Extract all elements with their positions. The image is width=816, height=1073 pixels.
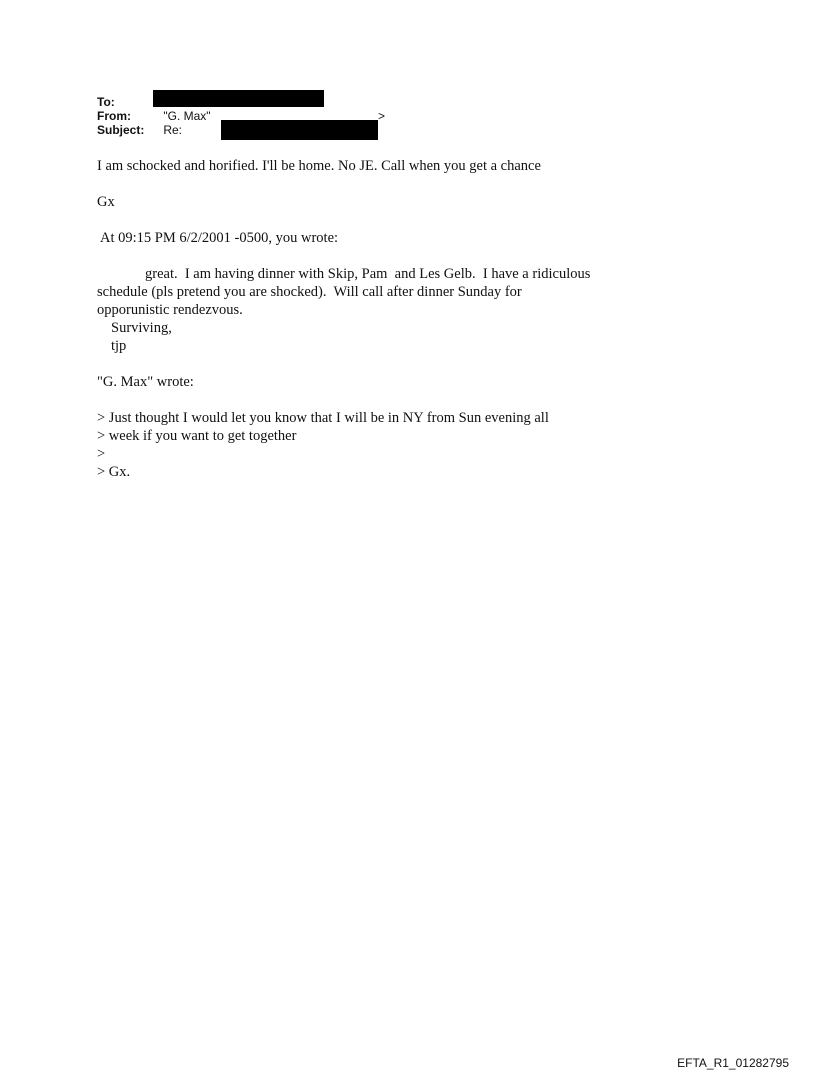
redaction-box <box>221 120 378 140</box>
reply-line: I am schocked and horified. I'll be home. No JE. Call when you get a chance <box>97 158 541 174</box>
quoted-line-5: tjp <box>111 338 127 354</box>
quoted-line-1: great. I am having dinner with Skip, Pam and Les Gelb. I have a ridiculous <box>145 266 591 282</box>
subject-value: Re: <box>163 123 183 137</box>
quoted-line-3: opporunistic rendezvous. <box>97 302 243 318</box>
from-row <box>97 109 386 123</box>
from-value: "G. Max" <box>163 109 211 123</box>
quoted-line-2: schedule (pls pretend you are shocked). Will call after dinner Sunday for <box>97 284 522 300</box>
to-row <box>97 95 211 109</box>
subject-label: Subject: <box>97 123 145 137</box>
attribution-line: At 09:15 PM 6/2/2001 -0500, you wrote: <box>100 230 339 246</box>
inner-line-2: > week if you want to get together <box>97 428 297 444</box>
inner-line-3: > <box>97 446 106 462</box>
signoff: Gx <box>97 194 115 210</box>
from-label: From: <box>97 109 131 123</box>
inner-line-4: > Gx. <box>97 464 131 480</box>
to-label: To: <box>97 95 115 109</box>
inner-attribution: "G. Max" wrote: <box>97 374 194 390</box>
subject-row <box>97 123 211 137</box>
document-id: EFTA_R1_01282795 <box>677 1056 789 1070</box>
inner-line-1: > Just thought I would let you know that I will be in NY from Sun evening all <box>97 410 549 426</box>
quoted-line-4: Surviving, <box>111 320 172 336</box>
email-header <box>97 95 386 137</box>
redaction-box <box>153 90 324 107</box>
from-tail: > <box>378 109 386 123</box>
email-body <box>97 157 590 481</box>
